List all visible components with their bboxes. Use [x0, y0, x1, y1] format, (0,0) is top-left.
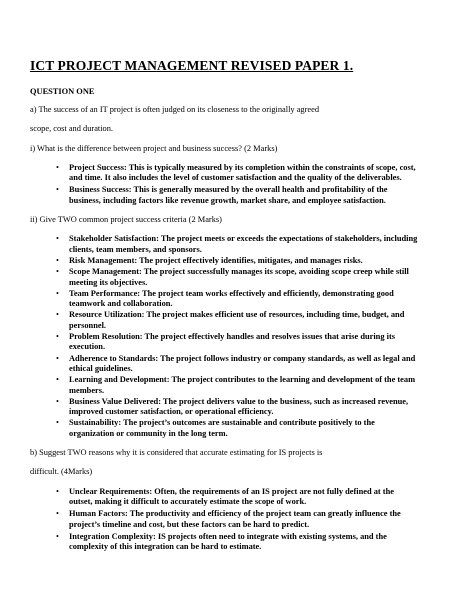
part-b-prompt-line-2: difficult. (4Marks): [30, 467, 93, 477]
list-item: [56, 396, 418, 418]
bullet-icon: •: [56, 255, 59, 265]
bullet-icon: •: [56, 418, 59, 428]
list-item-text: Business Success: This is generally measured by the overall health and profitability of the business, including factors like revenue growth, market share, and employee satisfaction.: [69, 185, 388, 205]
list-item-text: Sustainability: The project’s outcomes are sustainable and contribute positively to the organization or community in the long term.: [69, 418, 375, 438]
list-item-text: Team Performance: The project team works effectively and efficiently, demonstrating good teamwork and collaboration.: [69, 288, 394, 309]
part-ii-answer-list: [30, 234, 418, 439]
document-title: ICT PROJECT MANAGEMENT REVISED PAPER 1.: [30, 58, 354, 73]
bullet-icon: •: [56, 162, 59, 172]
list-item-text: Business Value Delivered: The project delivers value to the business, such as increased revenue, improved customer satisfaction, or operational efficiency.: [69, 396, 409, 417]
bullet-icon: •: [56, 486, 59, 496]
list-item: [56, 353, 418, 375]
list-item: [56, 486, 418, 508]
part-b-answer-list: [30, 487, 418, 553]
list-item-text: Integration Complexity: IS projects often need to integrate with existing systems, and the complexity of this integration can be hard to estimate.: [69, 531, 387, 552]
list-item: [56, 375, 418, 396]
list-item: [56, 310, 418, 331]
bullet-icon: •: [56, 353, 59, 363]
part-i-prompt: i) What is the difference between project and business success? (2 Marks): [30, 143, 278, 153]
list-item: [56, 418, 418, 439]
list-item-text: Stakeholder Satisfaction: The project meets or exceeds the expectations of stakeholders, including clients, team members, and sponsors.: [69, 234, 418, 254]
bullet-icon: •: [56, 509, 59, 519]
question-intro-line-2: scope, cost and duration.: [30, 124, 114, 134]
list-item: [56, 185, 418, 206]
list-item: [56, 234, 418, 255]
bullet-icon: •: [56, 234, 59, 244]
list-item: [56, 509, 418, 530]
bullet-icon: •: [56, 396, 59, 406]
list-item: [56, 267, 418, 288]
list-item: [56, 288, 418, 310]
part-b-prompt-line-1: b) Suggest TWO reasons why it is considered that accurate estimating for IS projects is: [30, 448, 323, 458]
question-intro-line-1: a) The success of an IT project is often judged on its closeness to the originally agreed: [30, 105, 320, 114]
bullet-icon: •: [56, 267, 59, 277]
bullet-icon: •: [56, 310, 59, 320]
list-item-text: Adherence to Standards: The project follows industry or company standards, as well as legal and ethical guidelines.: [69, 353, 416, 373]
part-i-answer-list: [30, 163, 418, 206]
list-item-text: Project Success: This is typically measured by its completion within the constraints of scope, cost, and time. It also includes the level of customer satisfaction and the quality of the deliverables.: [69, 162, 416, 183]
list-item-text: Resource Utilization: The project makes efficient use of resources, including time, budget, and personnel.: [69, 310, 405, 330]
list-item-text: Scope Management: The project successfully manages its scope, avoiding scope creep while still meeting its objectives.: [69, 267, 409, 287]
list-item: [56, 332, 418, 353]
list-item: [56, 162, 418, 184]
bullet-icon: •: [56, 375, 59, 385]
list-item: [56, 531, 418, 553]
part-ii-prompt: ii) Give TWO common project success criteria (2 Marks): [30, 215, 222, 225]
bullet-icon: •: [56, 332, 59, 342]
list-item-text: Unclear Requirements: Often, the requirements of an IS project are not fully defined at the outset, making it difficult to accurately estimate the scope of work.: [69, 486, 394, 506]
list-item-text: Problem Resolution: The project effectively handles and resolves issues that arise during its execution.: [69, 332, 395, 352]
question-heading: QUESTION ONE: [30, 87, 95, 96]
list-item-text: Learning and Development: The project contributes to the learning and development of the team members.: [69, 375, 416, 395]
bullet-icon: •: [56, 185, 59, 195]
bullet-icon: •: [56, 531, 59, 541]
list-item-text: Risk Management: The project effectively identifies, mitigates, and manages risks.: [69, 255, 363, 265]
list-item: [56, 255, 418, 266]
bullet-icon: •: [56, 288, 59, 298]
list-item-text: Human Factors: The productivity and efficiency of the project team can greatly influence the project’s timeline and cost, but these factors can be hard to predict.: [69, 509, 401, 529]
